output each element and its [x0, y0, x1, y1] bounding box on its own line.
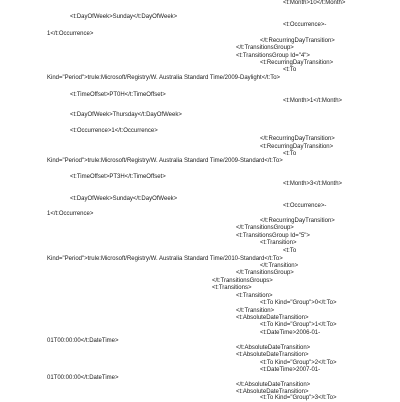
xml-line: </t:TransitionsGroup>: [236, 270, 294, 276]
xml-line: </t:RecurringDayTransition>: [260, 136, 335, 142]
xml-line: <t:To Kind="Group">0</t:To>: [260, 300, 337, 306]
xml-line: </t:Transition>: [260, 263, 299, 269]
xml-line: <t:TimeOffset>PT3H</t:TimeOffset>: [70, 174, 166, 180]
xml-line: <t:AbsoluteDateTransition>: [236, 389, 309, 395]
xml-line: <t:To: [283, 67, 297, 73]
xml-line: 01T00:00:00</t:DateTime>: [47, 338, 119, 344]
xml-line: <t:To Kind="Group">3</t:To>: [260, 395, 337, 401]
xml-line: </t:AbsoluteDateTransition>: [236, 382, 311, 388]
xml-line: <t:DayOfWeek>Sunday</t:DayOfWeek>: [70, 196, 178, 202]
xml-line: Kind="Period">trule:Microsoft/Registry/W. Australia Standard Time/2009-Standard</t:To>: [47, 158, 283, 164]
xml-line: <t:Transition>: [260, 240, 297, 246]
xml-line: <t:To Kind="Group">2</t:To>: [260, 360, 337, 366]
xml-line: <t:AbsoluteDateTransition>: [236, 315, 309, 321]
xml-line: <t:TransitionsGroup Id="4">: [236, 53, 310, 59]
xml-line: <t:Transition>: [236, 293, 273, 299]
xml-line: Kind="Period">trule:Microsoft/Registry/W. Australia Standard Time/2010-Standard</t:To>: [47, 256, 283, 262]
xml-line: <t:Month>3</t:Month>: [283, 181, 343, 187]
xml-line: <t:TimeOffset>PT0H</t:TimeOffset>: [70, 92, 166, 98]
xml-line: <t:To: [283, 248, 297, 254]
xml-line: <t:DayOfWeek>Sunday</t:DayOfWeek>: [70, 14, 178, 20]
xml-line: Kind="Period">trule:Microsoft/Registry/W. Australia Standard Time/2009-Daylight</t:To>: [47, 75, 281, 81]
xml-line: </t:TransitionsGroup>: [236, 225, 294, 231]
xml-line: <t:DateTime>2007-01-: [260, 367, 321, 373]
xml-line: <t:Occurrence>1</t:Occurrence>: [70, 128, 158, 134]
xml-line: <t:To: [283, 151, 297, 157]
xml-line: 1</t:Occurrence>: [47, 211, 94, 217]
xml-line: </t:AbsoluteDateTransition>: [236, 345, 311, 351]
xml-line: <t:DayOfWeek>Thursday</t:DayOfWeek>: [70, 112, 182, 118]
xml-line: <t:DateTime>2006-01-: [260, 330, 321, 336]
xml-line: <t:RecurringDayTransition>: [260, 144, 334, 150]
xml-line: <t:Occurrence>-: [283, 22, 327, 28]
xml-line: 01T00:00:00</t:DateTime>: [47, 375, 119, 381]
xml-line: </t:RecurringDayTransition>: [260, 38, 335, 44]
xml-line: <t:Occurrence>-: [283, 203, 327, 209]
xml-line: <t:Transitions>: [212, 285, 252, 291]
xml-line: <t:AbsoluteDateTransition>: [236, 352, 309, 358]
xml-line: <t:Month>10</t:Month>: [283, 0, 346, 6]
xml-line: <t:RecurringDayTransition>: [260, 60, 334, 66]
xml-line: <t:To Kind="Group">1</t:To>: [260, 322, 337, 328]
xml-line: </t:Transition>: [236, 308, 275, 314]
xml-line: </t:RecurringDayTransition>: [260, 218, 335, 224]
xml-line: 1</t:Occurrence>: [47, 31, 94, 37]
xml-line: </t:TransitionsGroups>: [212, 278, 273, 284]
xml-line: <t:Month>1</t:Month>: [283, 98, 343, 104]
xml-line: <t:TransitionsGroup Id="5">: [236, 233, 310, 239]
xml-line: </t:TransitionsGroup>: [236, 45, 294, 51]
